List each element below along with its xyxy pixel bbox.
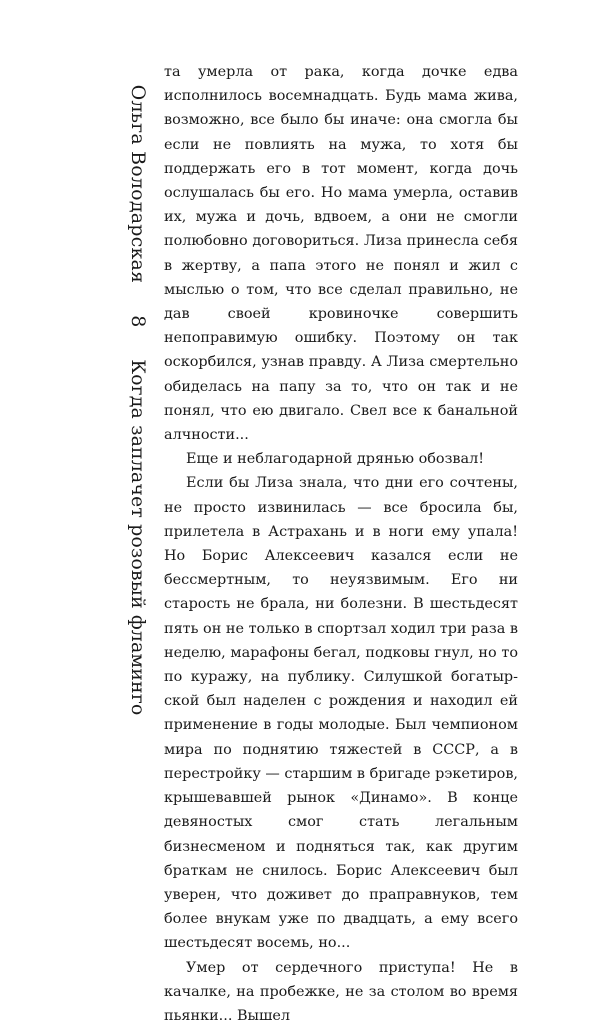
body-text xyxy=(164,60,518,1028)
page-number: 8 xyxy=(127,315,149,328)
paragraph: Умер от сердечного приступа! Не в качалке, на пробежке, не за столом во время пьянки... Вышел xyxy=(164,959,518,1024)
paragraph: Еще и неблагодарной дрянью обозвал! xyxy=(186,451,485,468)
paragraph: та умерла от рака, когда дочке едва исполнилось восемнадцать. Будь мама жива, возможно, все было бы иначе: она смогла бы если не повлиять на мужа, то хотя бы поддержать его в тот момент, когда дочь ослушалась бы его. Но мама умерла, оставив их, мужа и дочь, вдвоем, а они не смогли полюбовно договориться. Лиза принесла себя в жертву, а папа этого не понял и жил с мыслью о том, что все сделал правильно, не дав своей кровиночке совершить непоправимую ошибку. Поэтому он так оскорбился, узнав правду. А Лиза смертельно обиделась на папу за то, что он так и не понял, что ею двигало. Свел все к банальной алчности... xyxy=(164,64,518,444)
book-title: Когда заплачет розовый фламинго xyxy=(127,359,149,716)
running-head xyxy=(123,84,153,716)
paragraph: Если бы Лиза знала, что дни его сочтены, не просто извинилась — все бросила бы, прилетела в Астрахань и в ноги ему упала! Но Борис Алексеевич казался если не бессмертным, то неуязвимым. Его ни старость не брала, ни болезни. В шестьдесят пять он не только в спортзал ходил три раза в неделю, марафоны бегал, подковы гнул, но то по куражу, на публику. Силушкой богатырской был наделен с рождения и находил ей применение в годы молодые. Был чемпионом мира по поднятию тяжестей в СССР, а в перестройку — старшим в бригаде рэкетиров, крышевавшей рынок «Динамо». В конце девяностых смог стать легальным бизнесменом и подняться так, как другим браткам не снилось. Борис Алексеевич был уверен, что доживет до праправнуков, тем более внукам уже по двадцать, а ему всего шестьдесят восемь, но... xyxy=(164,475,518,952)
author-name: Ольга Володарская xyxy=(127,84,149,284)
